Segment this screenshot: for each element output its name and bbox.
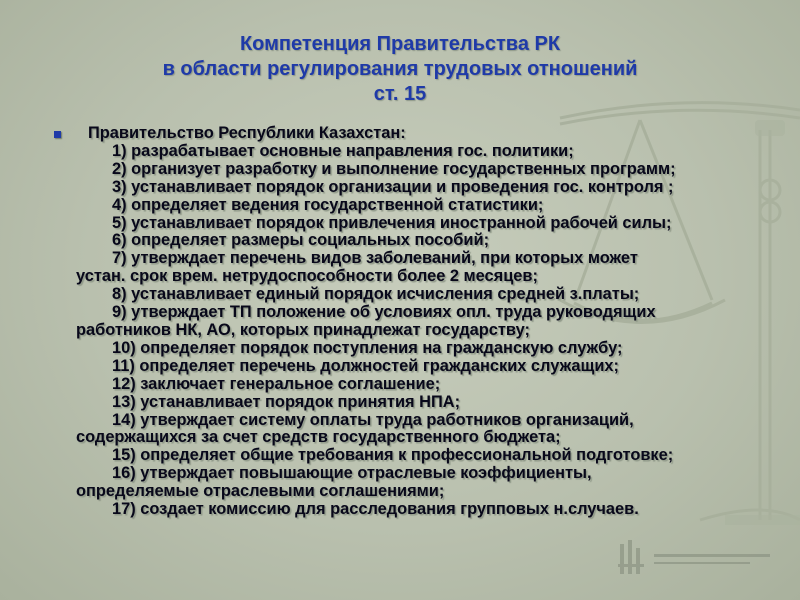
list-item: [48, 412, 768, 448]
competence-list: [48, 125, 768, 519]
list-item-text: 16) утверждает повышающие отраслевые коэффициенты,: [112, 464, 592, 483]
list-item-text: 15) определяет общие требования к профессиональной подготовке;: [112, 446, 674, 465]
list-item: [48, 143, 768, 161]
title-line-3: ст. 15: [373, 83, 427, 105]
list-item-text: 14) утверждает систему оплаты труда работников организаций,: [112, 410, 634, 429]
list-item-text: 8) устанавливает единый порядок исчисления средней з.платы;: [112, 285, 640, 304]
list-item-continuation: работников НК, АО, которых принадлежат государству;: [76, 320, 530, 339]
list-item: [48, 161, 768, 179]
list-item-text: 7) утверждает перечень видов заболеваний, при которых может: [112, 249, 638, 268]
list-item-text: 6) определяет размеры социальных пособий;: [112, 231, 490, 250]
list-item: [48, 340, 768, 358]
list-item: [48, 179, 768, 197]
list-item-continuation: определяемые отраслевыми соглашениями;: [76, 482, 445, 501]
list-item: [48, 304, 768, 340]
list-item: [48, 215, 768, 233]
list-item: [48, 286, 768, 304]
logo-watermark-icon: [618, 538, 778, 582]
list-item-text: 11) определяет перечень должностей гражданских служащих;: [112, 356, 619, 375]
list-item-text: 13) устанавливает порядок принятия НПА;: [112, 392, 461, 411]
list-item-text: 4) определяет ведения государственной статистики;: [112, 195, 544, 214]
list-item-text: 10) определяет порядок поступления на гражданскую службу;: [112, 338, 623, 357]
square-bullet-icon: [54, 131, 61, 138]
list-item: [48, 394, 768, 412]
list-item: [48, 197, 768, 215]
list-item: [48, 465, 768, 501]
list-item-continuation: устан. срок врем. нетрудоспособности более 2 месяцев;: [76, 267, 538, 286]
title-line-2: в области регулирования трудовых отношений: [162, 58, 638, 80]
list-intro: Правительство Республики Казахстан:: [88, 124, 406, 142]
page-title: [60, 32, 740, 107]
list-item: [48, 376, 768, 394]
list-item: [48, 250, 768, 286]
list-item-text: 9) утверждает ТП положение об условиях опл. труда руководящих: [112, 303, 656, 322]
list-item-text: 3) устанавливает порядок организации и проведения гос. контроля ;: [112, 177, 674, 196]
list-item-text: 17) создает комиссию для расследования групповых н.случаев.: [112, 500, 639, 519]
list-item-text: 5) устанавливает порядок привлечения иностранной рабочей силы;: [112, 213, 672, 232]
list-item: [48, 447, 768, 465]
list-item-text: 1) разрабатывает основные направления гос. политики;: [112, 141, 574, 160]
list-item: [48, 232, 768, 250]
list-item-continuation: содержащихся за счет средств государственного бюджета;: [76, 428, 561, 447]
list-item: [48, 501, 768, 519]
list-items: [48, 143, 768, 519]
list-item-text: 12) заключает генеральное соглашение;: [112, 374, 441, 393]
list-item: [48, 358, 768, 376]
title-line-1: Компетенция Правительства РК: [239, 33, 561, 55]
list-item-text: 2) организует разработку и выполнение государственных программ;: [112, 159, 676, 178]
